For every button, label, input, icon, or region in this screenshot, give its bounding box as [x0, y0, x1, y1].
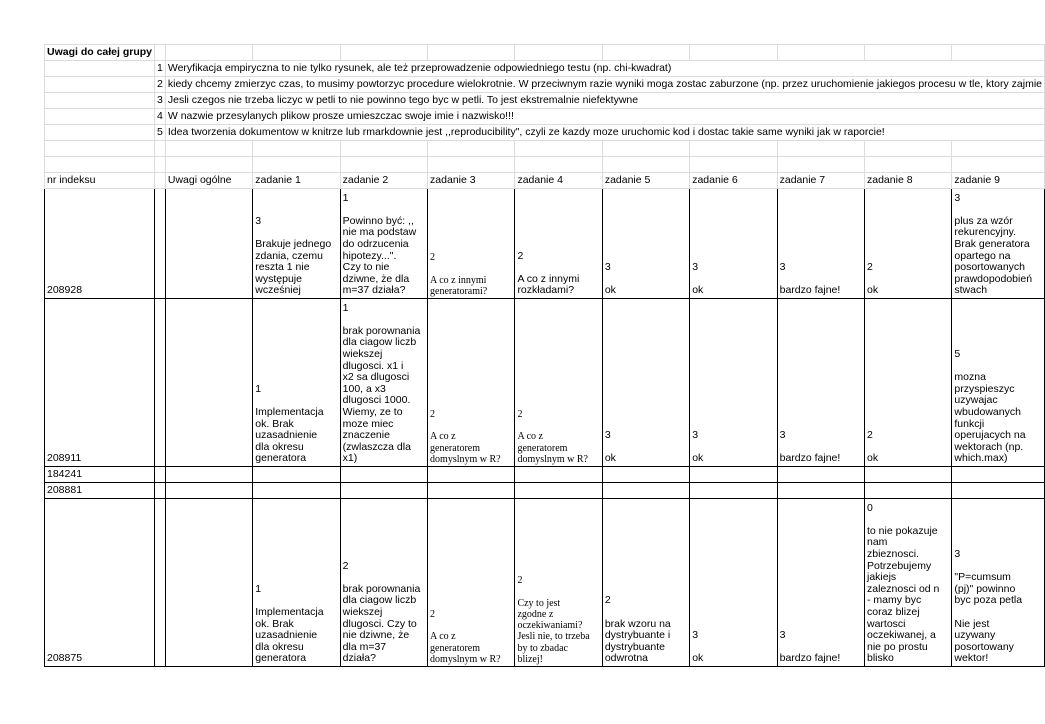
remark-number: 5	[155, 125, 166, 141]
task-1-cell: 1 Implementacja ok. Brak uzasadnienie dla okresu generatora	[253, 299, 340, 467]
remark-row	[45, 77, 1045, 93]
column-header-task-8: zadanie 8	[865, 173, 952, 189]
task-5-cell: 3 ok	[602, 189, 689, 299]
task-7-cell: 3 bardzo fajne!	[777, 499, 864, 667]
group-remarks-header-row	[45, 45, 1045, 61]
task-2-cell: 2 brak porownania dla ciagow liczb wiekszej dlugosci. Czy to nie dziwne, że dla m=37 działa?	[340, 499, 427, 667]
column-header-task-5: zadanie 5	[602, 173, 689, 189]
task-7-cell: 3 bardzo fajne!	[777, 189, 864, 299]
task-3-cell: 2 A co z generatorem domyslnym w R?	[428, 299, 515, 467]
task-6-cell: 3 ok	[690, 189, 777, 299]
task-1-cell: 3 Brakuje jednego zdania, czemu reszta 1 nie występuje wcześniej	[253, 189, 340, 299]
task-1-cell: 1 Implementacja ok. Brak uzasadnienie dla okresu generatora	[253, 499, 340, 667]
column-header-task-6: zadanie 6	[690, 173, 777, 189]
task-8-cell: 2 ok	[865, 189, 952, 299]
column-header-blank	[155, 173, 166, 189]
remark-number: 4	[155, 109, 166, 125]
column-header-general: Uwagi ogólne	[165, 173, 252, 189]
column-header-index: nr indeksu	[45, 173, 155, 189]
task-9-cell: 3 plus za wzór rekurencyjny. Brak generatora opartego na posortowanych prawdopodobień stwach	[952, 189, 1045, 299]
student-row	[45, 483, 1045, 499]
task-2-cell: 1 Powinno być: ,, nie ma podstaw do odrzucenia hipotezy...". Czy to nie dziwne, że dla m=37 działa?	[340, 189, 427, 299]
column-header-task-2: zadanie 2	[340, 173, 427, 189]
task-7-cell: 3 bardzo fajne!	[777, 299, 864, 467]
task-3-cell: 2 A co z innymi generatorami?	[428, 189, 515, 299]
task-6-cell: 3 ok	[690, 299, 777, 467]
column-header-task-7: zadanie 7	[777, 173, 864, 189]
student-id: 184241	[45, 467, 155, 483]
remark-text: Jesli czegos nie trzeba liczyc w petli to nie powinno tego byc w petli. To jest ekstremalnie niefektywne	[165, 93, 1044, 109]
remark-text: kiedy chcemy zmierzyc czas, to musimy powtorzyc procedure wielokrotnie. W przeciwnym razie wyniki moga zostac zaburzone (np. przez uruchomienie jakiegos procesu w tle, ktory zajmie	[165, 77, 1044, 93]
general-remark	[165, 299, 252, 467]
remark-text: W nazwie przesylanych plikow prosze umieszczac swoje imie i nazwisko!!!	[165, 109, 1044, 125]
student-id: 208928	[45, 189, 155, 299]
column-header-row	[45, 173, 1045, 189]
remark-row	[45, 61, 1045, 77]
general-remark	[165, 499, 252, 667]
student-id: 208911	[45, 299, 155, 467]
task-5-cell: 3 ok	[602, 299, 689, 467]
group-remarks-title: Uwagi do całej grupy	[45, 45, 155, 61]
task-6-cell: 3 ok	[690, 499, 777, 667]
student-id: 208875	[45, 499, 155, 667]
remark-row	[45, 125, 1045, 141]
remark-row	[45, 109, 1045, 125]
task-9-cell: 3 "P=cumsum (pj)" powinno byc poza petla Nie jest uzywany posortowany wektor!	[952, 499, 1045, 667]
general-remark	[165, 189, 252, 299]
task-8-cell: 2 ok	[865, 299, 952, 467]
task-4-cell: 2 A co z generatorem domyslnym w R?	[515, 299, 602, 467]
remark-number: 2	[155, 77, 166, 93]
remark-text: Weryfikacja empiryczna to nie tylko rysunek, ale też przeprowadzenie odpowiedniego testu (np. chi-kwadrat)	[165, 61, 1044, 77]
column-header-task-1: zadanie 1	[253, 173, 340, 189]
task-8-cell: 0 to nie pokazuje nam zbieznosci. Potrzebujemy jakiejs zaleznosci od n - mamy byc coraz blizej wartosci oczekiwanej, a nie po prostu blisko	[865, 499, 952, 667]
student-row	[45, 189, 1045, 299]
task-5-cell: 2 brak wzoru na dystrybuante i dystrybuante odwrotna	[602, 499, 689, 667]
task-3-cell: 2 A co z generatorem domyslnym w R?	[428, 499, 515, 667]
remark-row	[45, 93, 1045, 109]
task-9-cell: 5 mozna przyspieszyc uzywajac wbudowanych funkcji operujacych na wektorach (np. which.max)	[952, 299, 1045, 467]
student-row	[45, 467, 1045, 483]
remark-number: 1	[155, 61, 166, 77]
grades-table	[44, 44, 1045, 667]
task-4-cell: 2 Czy to jest zgodne z oczekiwaniami? Jesli nie, to trzeba by to zbadac blizej!	[515, 499, 602, 667]
column-header-task-9: zadanie 9	[952, 173, 1045, 189]
column-header-task-3: zadanie 3	[428, 173, 515, 189]
spreadsheet	[44, 44, 1045, 667]
task-2-cell: 1 brak porownania dla ciagow liczb wiekszej dlugosci. x1 i x2 sa dlugosci 100, a x3 dlugosci 1000. Wiemy, ze to moze miec znaczenie (zwlaszcza dla x1)	[340, 299, 427, 467]
column-header-task-4: zadanie 4	[515, 173, 602, 189]
task-4-cell: 2 A co z innymi rozkładami?	[515, 189, 602, 299]
student-row	[45, 299, 1045, 467]
student-id: 208881	[45, 483, 155, 499]
remark-text: Idea tworzenia dokumentow w knitrze lub rmarkdownie jest ,,reproducibility", czyli ze kazdy moze uruchomic kod i dostac takie same wyniki jak w raporcie!	[165, 125, 1044, 141]
remark-number: 3	[155, 93, 166, 109]
student-row	[45, 499, 1045, 667]
